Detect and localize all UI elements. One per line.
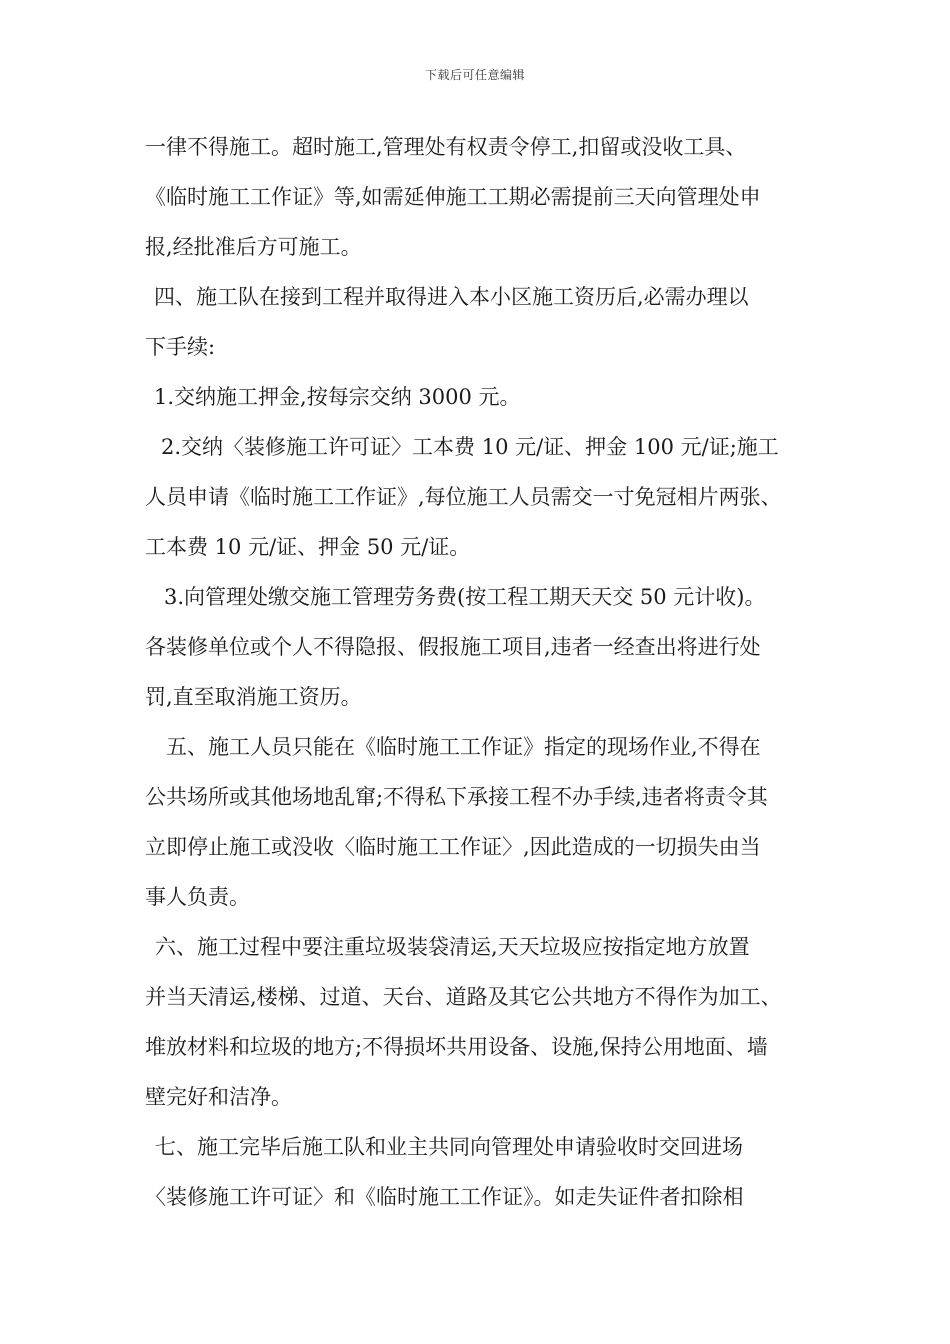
section-four-heading-line: 四、施工队在接到工程并取得进入本小区施工资历后,必需办理以 — [154, 285, 749, 309]
text-line: 罚,直至取消施工资历。 — [145, 685, 362, 709]
section-six-heading-line: 六、施工过程中要注重垃圾装袋清运,天天垃圾应按指定地方放置 — [155, 935, 750, 959]
text-line: 工本费 10 元/证、押金 50 元/证。 — [145, 535, 471, 559]
text-line: 各装修单位或个人不得隐报、假报施工项目,违者一经查出将进行处 — [145, 635, 761, 659]
text-line: 堆放材料和垃圾的地方;不得损坏共用设备、设施,保持公用地面、墙 — [145, 1035, 768, 1059]
text-line: 人员申请《临时施工工作证》,每位施工人员需交一寸免冠相片两张、 — [145, 485, 782, 509]
text-line: 〈装修施工许可证〉和《临时施工工作证》。如走失证件者扣除相 — [145, 1185, 744, 1209]
text-line: 一律不得施工。超时施工,管理处有权责令停工,扣留或没收工具、 — [145, 135, 747, 159]
section-seven-heading-line: 七、施工完毕后施工队和业主共同向管理处申请验收时交回进场 — [155, 1135, 743, 1159]
list-item-1: 1.交纳施工押金,按每宗交纳 3000 元。 — [154, 385, 521, 409]
text-line: 立即停止施工或没收〈临时施工工作证〉,因此造成的一切损失由当 — [145, 835, 761, 859]
section-five-heading-line: 五、施工人员只能在《临时施工工作证》指定的现场作业,不得在 — [166, 735, 761, 759]
page-header: 下载后可任意编辑 — [424, 68, 525, 82]
text-line: 并当天清运,楼梯、过道、天台、道路及其它公共地方不得作为加工、 — [145, 985, 782, 1009]
list-item-2: 2.交纳〈装修施工许可证〉工本费 10 元/证、押金 100 元/证;施工 — [161, 435, 779, 459]
document-body — [145, 122, 820, 1222]
list-item-3: 3.向管理处缴交施工管理劳务费(按工程工期天天交 50 元计收)。 — [164, 585, 766, 609]
text-line: 事人负责。 — [145, 885, 250, 909]
text-line: 壁完好和洁净。 — [145, 1085, 292, 1109]
text-line: 公共场所或其他场地乱窜;不得私下承接工程不办手续,违者将责令其 — [145, 785, 768, 809]
text-line: 下手续: — [145, 335, 216, 359]
text-line: 《临时施工工作证》等,如需延伸施工工期必需提前三天向管理处申 — [145, 185, 761, 209]
text-line: 报,经批准后方可施工。 — [145, 235, 362, 259]
